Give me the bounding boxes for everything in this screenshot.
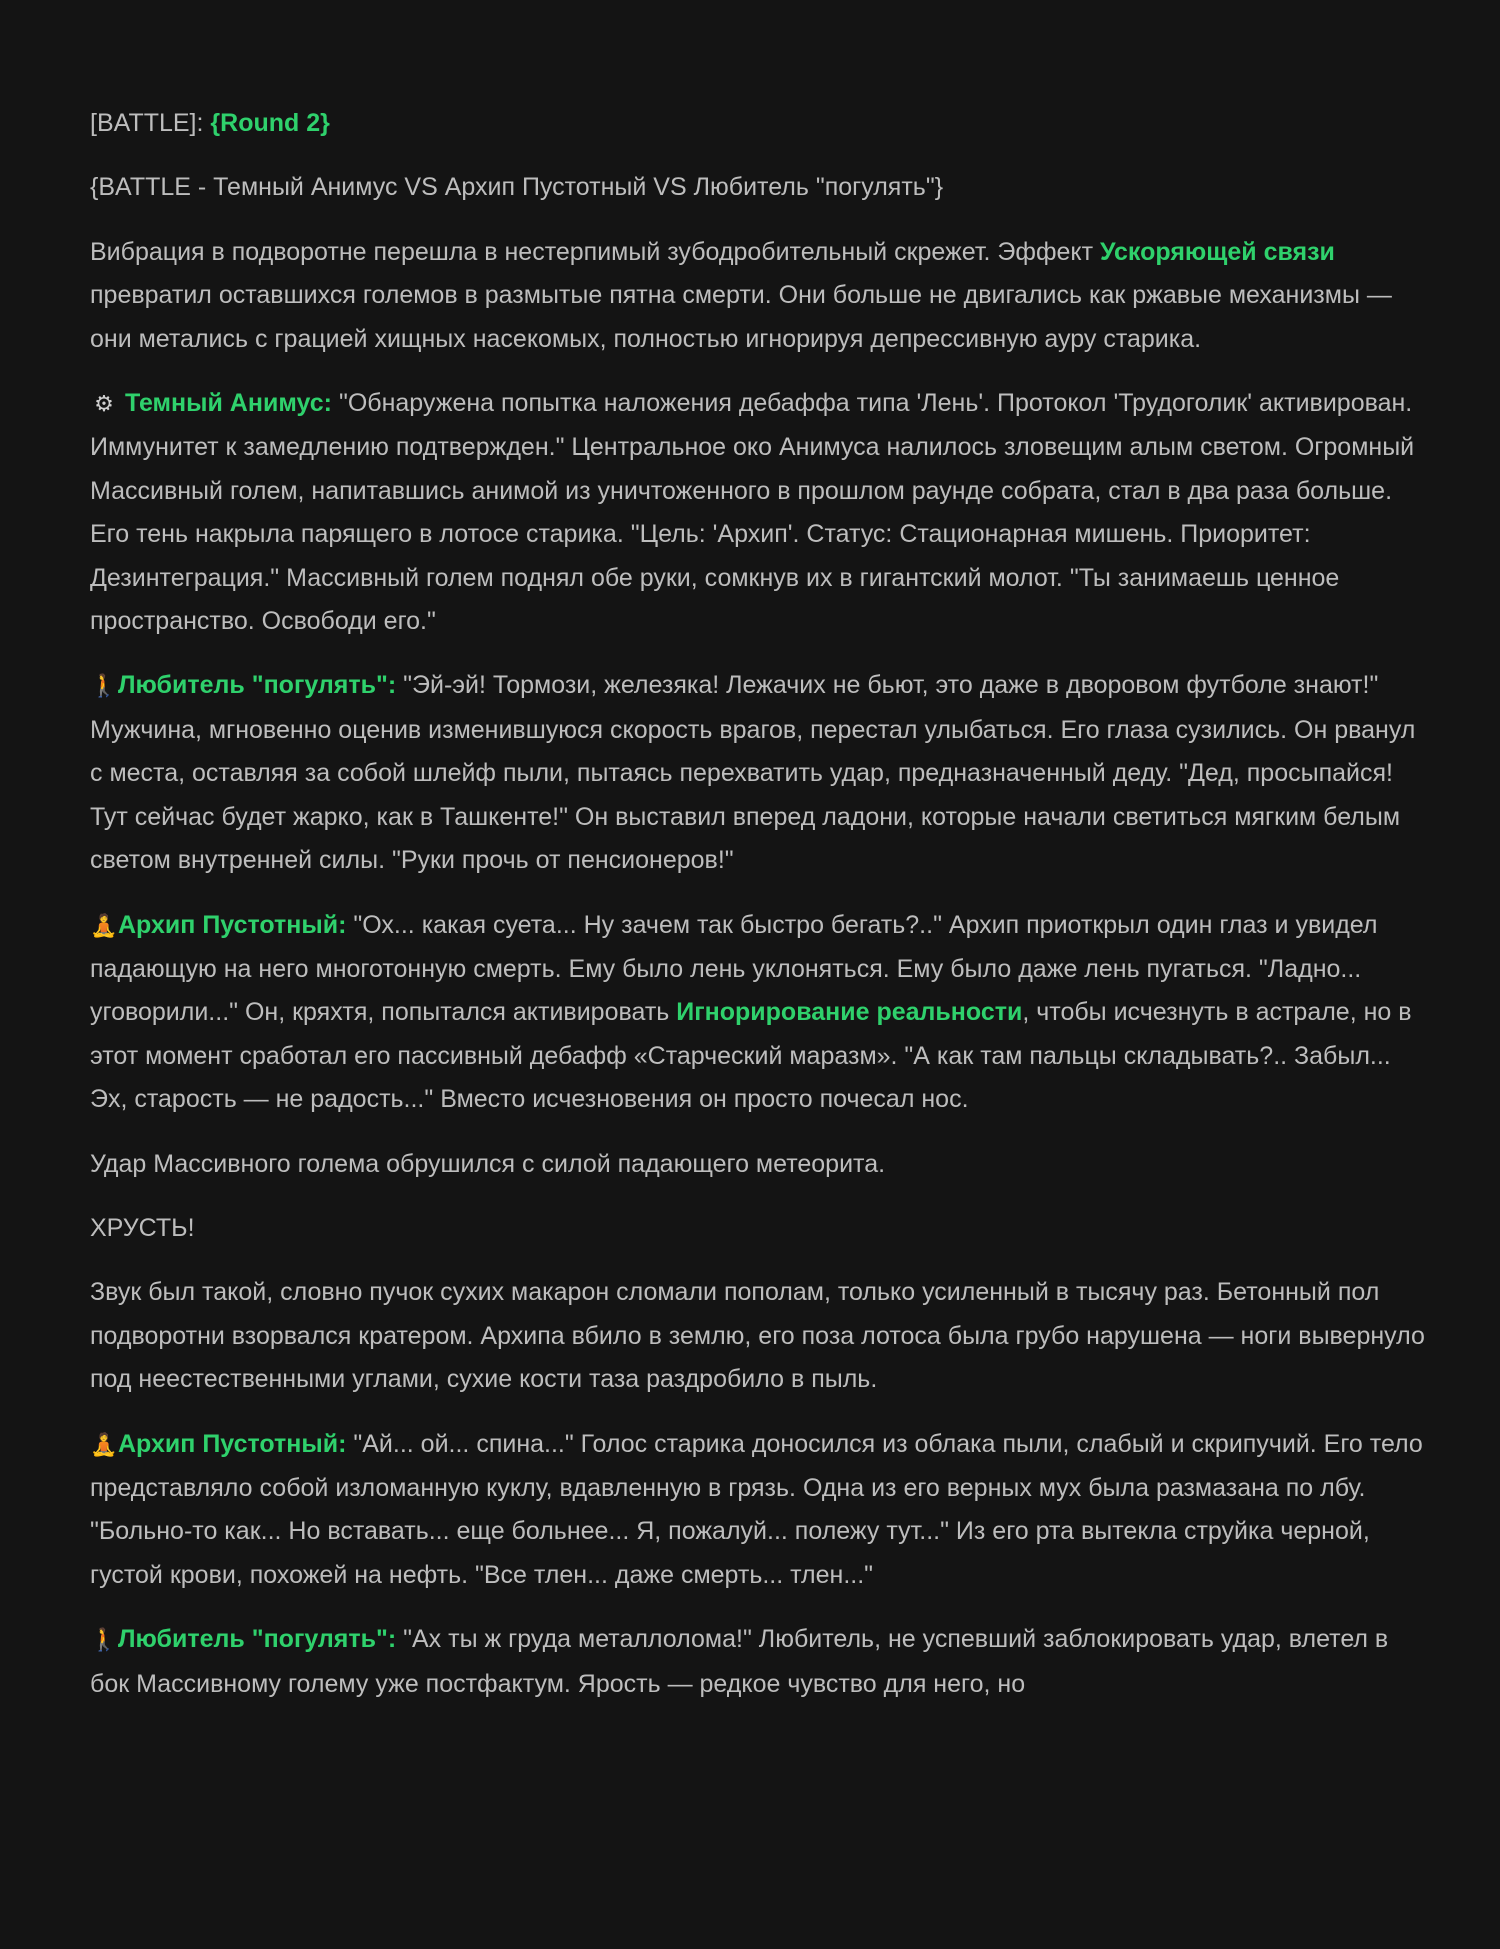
speaker-name: Любитель "погулять":	[118, 1625, 397, 1654]
round-label: {Round 2}	[210, 109, 330, 137]
meditating-person-icon: 🧘	[90, 1432, 118, 1458]
dialogue-text: "Ах ты ж груда металлолома!" Любитель, не успевший заблокировать удар, влетел в бок Массивному голему уже постфактум. Ярость — редкое чувство для него, но	[90, 1625, 1389, 1698]
dialogue-text: "Ай... ой... спина..." Голос старика доносился из облака пыли, слабый и скрипучий. Его тело представляло собой изломанную куклу, вдавленную в грязь. Одна из его верных мух была размазана по лбу. "Больно-то как... Но вставать... еще больнее... Я, пожалуй... полежу тут..." Из его рта вытекла струйка черной, густой крови, похожей на нефть. "Все тлен... даже смерть... тлен..."	[90, 1429, 1423, 1589]
skill-name: Игнорирование реальности	[676, 998, 1023, 1027]
dialogue-walker	[90, 1618, 1430, 1706]
dialogue-animus	[90, 382, 1430, 643]
battle-subtitle: {BATTLE - Темный Анимус VS Архип Пустотный VS Любитель "погулять"}	[90, 173, 944, 202]
round-header	[90, 102, 1430, 145]
meditating-person-icon: 🧘	[90, 913, 118, 939]
dialogue-walker	[90, 664, 1430, 882]
speaker-name: Темный Анимус:	[124, 389, 333, 418]
walking-person-icon: 🚶	[90, 674, 118, 700]
skill-name: Ускоряющей связи	[1100, 237, 1335, 266]
gear-icon: ⚙	[94, 392, 114, 418]
story-paragraph: Звук был такой, словно пучок сухих макарон сломали пополам, только усиленный в тысячу раз. Бетонный пол подворотни взорвался кратером. Архипа вбило в землю, его поза лотоса была грубо нарушена — ноги вывернуло под неестественными углами, сухие кости таза раздробило в пыль.	[90, 1278, 1425, 1394]
story-paragraph	[90, 231, 1430, 361]
paragraph-text: превратил оставшихся големов в размытые пятна смерти. Они больше не двигались как ржавые механизмы — они метались с грацией хищных насекомых, полностью игнорируя депрессивную ауру старика.	[90, 281, 1392, 353]
battle-prefix: [BATTLE]:	[90, 109, 204, 137]
dialogue-archip	[90, 1423, 1430, 1598]
dialogue-text: , чтобы исчезнуть в астрале, но в этот момент сработал его пассивный дебафф «Старческий маразм». "А как там пальцы складывать?.. Забыл... Эх, старость — не радость..." Вместо исчезновения он просто почесал нос.	[90, 998, 1412, 1114]
speaker-name: Любитель "погулять":	[118, 671, 397, 700]
dialogue-text: "Ох... какая суета... Ну зачем так быстро бегать?.." Архип приоткрыл один глаз и увидел падающую на него многотонную смерть. Ему было лень уклоняться. Ему было даже лень пугаться. "Ладно... уговорили..." Он, кряхтя, попытался активировать	[90, 910, 1378, 1027]
dialogue-text: "Обнаружена попытка наложения дебаффа типа 'Лень'. Протокол 'Трудоголик' активирован. Иммунитет к замедлению подтвержден." Центральное око Анимуса налилось зловещим алым светом. Огромный Массивный голем, напитавшись анимой из уничтоженного в прошлом раунде собрата, стал в два раза больше. Его тень накрыла парящего в лотосе старика. "Цель: 'Архип'. Статус: Стационарная мишень. Приоритет: Дезинтеграция." Массивный голем поднял обе руки, сомкнув их в гигантский молот. "Ты занимаешь ценное пространство. Освободи его."	[90, 389, 1415, 636]
story-paragraph: Удар Массивного голема обрушился с силой падающего метеорита.	[90, 1149, 886, 1178]
speaker-name: Архип Пустотный:	[118, 910, 347, 939]
walking-person-icon: 🚶	[90, 1628, 118, 1654]
paragraph-text: Вибрация в подворотне перешла в нестерпимый зубодробительный скрежет. Эффект	[90, 237, 1101, 266]
sound-effect: ХРУСТЬ!	[90, 1213, 195, 1242]
dialogue-text: "Эй-эй! Тормози, железяка! Лежачих не бьют, это даже в дворовом футболе знают!" Мужчина, мгновенно оценив изменившуюся скорость врагов, перестал улыбаться. Его глаза сузились. Он рванул с места, оставляя за собой шлейф пыли, пытаясь перехватить удар, предназначенный деду. "Дед, просыпайся! Тут сейчас будет жарко, как в Ташкенте!" Он выставил вперед ладони, которые начали светиться мягким белым светом внутренней силы. "Руки прочь от пенсионеров!"	[90, 671, 1416, 875]
speaker-name: Архип Пустотный:	[118, 1429, 347, 1458]
dialogue-archip	[90, 904, 1430, 1122]
